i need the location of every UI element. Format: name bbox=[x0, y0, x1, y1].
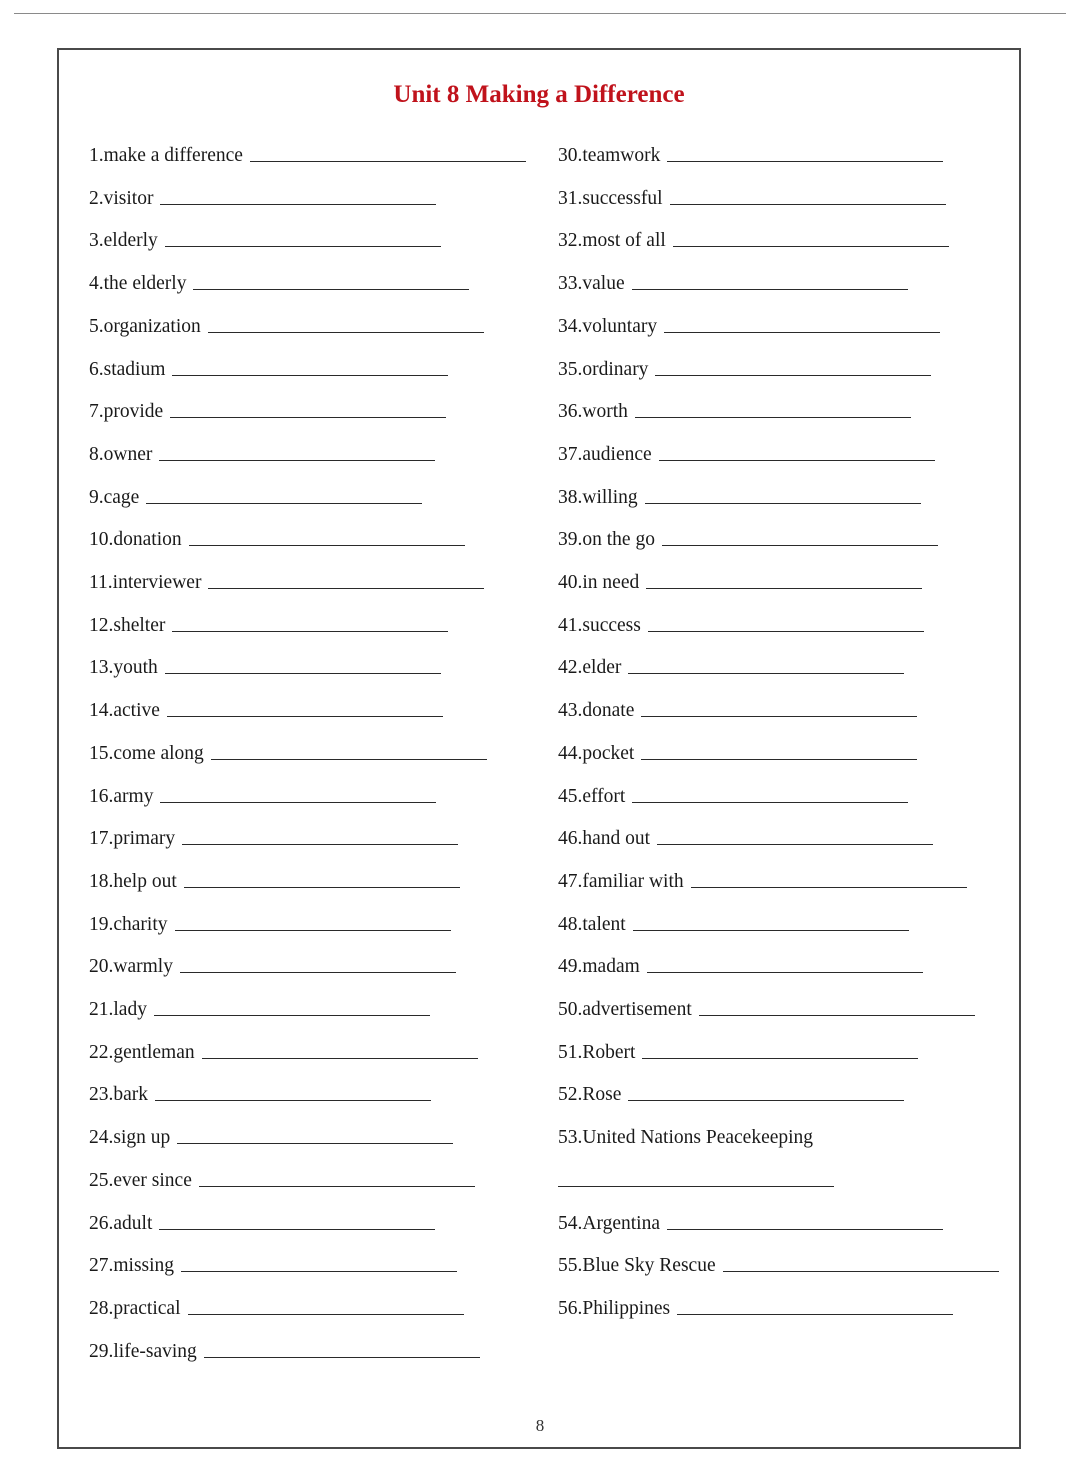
vocab-term: 44.pocket bbox=[558, 742, 635, 764]
vocab-term: 34.voluntary bbox=[558, 315, 658, 337]
vocab-item bbox=[558, 551, 922, 594]
vocab-term: 46.hand out bbox=[558, 828, 651, 850]
vocab-item bbox=[89, 893, 451, 936]
vocab-term: 3.elderly bbox=[89, 230, 158, 252]
answer-blank[interactable] bbox=[146, 503, 422, 504]
vocab-term: 52.Rose bbox=[558, 1084, 622, 1106]
answer-blank[interactable] bbox=[180, 972, 456, 973]
vocab-item bbox=[89, 252, 469, 295]
answer-blank[interactable] bbox=[202, 1058, 478, 1059]
answer-blank[interactable] bbox=[642, 1058, 918, 1059]
answer-blank[interactable] bbox=[667, 161, 943, 162]
answer-blank[interactable] bbox=[165, 673, 441, 674]
answer-blank[interactable] bbox=[165, 246, 441, 247]
vocab-term: 6.stadium bbox=[89, 358, 166, 380]
vocab-term: 16.army bbox=[89, 785, 154, 807]
answer-blank[interactable] bbox=[182, 844, 458, 845]
vocab-term: 23.bark bbox=[89, 1084, 149, 1106]
vocab-term: 17.primary bbox=[89, 828, 176, 850]
vocab-item bbox=[89, 380, 446, 423]
vocab-term: 19.charity bbox=[89, 913, 168, 935]
answer-blank[interactable] bbox=[670, 204, 946, 205]
vocab-item bbox=[558, 295, 940, 338]
vocab-item bbox=[558, 508, 938, 551]
vocab-term: 48.talent bbox=[558, 913, 626, 935]
vocab-item bbox=[558, 594, 924, 637]
vocab-term: 54.Argentina bbox=[558, 1212, 660, 1234]
vocab-item bbox=[558, 124, 943, 167]
page-number: 8 bbox=[535, 1416, 545, 1435]
vocab-item bbox=[89, 167, 436, 210]
worksheet-title: Unit 8 Making a Difference bbox=[393, 81, 685, 108]
vocab-term: 14.active bbox=[89, 700, 160, 722]
vocab-item bbox=[558, 1234, 999, 1277]
vocab-term: 50.advertisement bbox=[558, 999, 692, 1020]
answer-blank[interactable] bbox=[635, 417, 911, 418]
answer-blank[interactable] bbox=[204, 1357, 480, 1358]
answer-blank[interactable] bbox=[673, 246, 949, 247]
vocab-item bbox=[89, 636, 441, 679]
answer-blank[interactable] bbox=[159, 460, 435, 461]
vocab-item bbox=[89, 935, 456, 978]
answer-blank[interactable] bbox=[641, 716, 917, 717]
answer-blank[interactable] bbox=[250, 161, 526, 162]
vocab-item bbox=[89, 209, 441, 252]
vocab-term: 21.lady bbox=[89, 999, 147, 1020]
answer-blank[interactable] bbox=[558, 1186, 834, 1187]
vocab-item bbox=[89, 423, 435, 466]
vocab-term: 24.sign up bbox=[89, 1127, 171, 1149]
answer-blank[interactable] bbox=[181, 1271, 457, 1272]
vocab-item bbox=[558, 380, 911, 423]
answer-blank[interactable] bbox=[211, 759, 487, 760]
vocab-item bbox=[89, 807, 458, 850]
vocab-term: 7.provide bbox=[89, 401, 164, 423]
vocab-term: 27.missing bbox=[89, 1255, 175, 1277]
vocab-term: 47.familiar with bbox=[558, 870, 684, 892]
vocab-item bbox=[558, 1021, 918, 1064]
answer-blank[interactable] bbox=[177, 1143, 453, 1144]
vocab-term: 35.ordinary bbox=[558, 358, 649, 380]
vocab-item bbox=[89, 1106, 453, 1149]
vocab-term: 42.elder bbox=[558, 657, 622, 679]
vocab-item bbox=[558, 978, 975, 1021]
answer-blank[interactable] bbox=[160, 802, 436, 803]
vocab-term: 41.success bbox=[558, 614, 641, 636]
vocab-item bbox=[89, 850, 460, 893]
answer-blank[interactable] bbox=[155, 1100, 431, 1101]
vocab-term: 37.audience bbox=[558, 443, 652, 465]
answer-blank[interactable] bbox=[199, 1186, 475, 1187]
vocab-item bbox=[558, 893, 909, 936]
vocab-term: 51.Robert bbox=[558, 1041, 636, 1063]
vocab-item bbox=[558, 807, 933, 850]
answer-blank[interactable] bbox=[655, 375, 931, 376]
vocab-term: 36.worth bbox=[558, 401, 628, 423]
vocab-term: 22.gentleman bbox=[89, 1041, 195, 1063]
vocab-item bbox=[89, 765, 436, 808]
vocab-item bbox=[89, 1149, 475, 1192]
vocab-item bbox=[558, 636, 904, 679]
vocab-term: 31.successful bbox=[558, 187, 663, 209]
answer-blank[interactable] bbox=[208, 588, 484, 589]
vocab-term: 4.the elderly bbox=[89, 273, 187, 295]
vocab-term: 5.organization bbox=[89, 315, 201, 337]
answer-blank[interactable] bbox=[167, 716, 443, 717]
vocab-item bbox=[558, 1149, 834, 1192]
vocab-item bbox=[89, 594, 448, 637]
vocab-term: 18.help out bbox=[89, 870, 177, 892]
vocab-term: 49.madam bbox=[558, 956, 640, 978]
vocab-term: 8.owner bbox=[89, 443, 153, 465]
answer-blank[interactable] bbox=[172, 375, 448, 376]
vocab-item bbox=[89, 1320, 480, 1363]
vocab-item bbox=[89, 124, 526, 167]
answer-blank[interactable] bbox=[677, 1314, 953, 1315]
vocab-term: 25.ever since bbox=[89, 1169, 192, 1191]
vocab-item bbox=[89, 551, 484, 594]
top-rule bbox=[14, 13, 1066, 14]
answer-blank[interactable] bbox=[646, 588, 922, 589]
vocab-item bbox=[558, 338, 931, 381]
answer-blank[interactable] bbox=[175, 930, 451, 931]
answer-blank[interactable] bbox=[662, 545, 938, 546]
answer-blank[interactable] bbox=[667, 1229, 943, 1230]
vocab-term: 43.donate bbox=[558, 700, 635, 722]
vocab-item bbox=[89, 1192, 435, 1235]
answer-blank[interactable] bbox=[208, 332, 484, 333]
vocab-item bbox=[89, 338, 448, 381]
vocab-term: 33.value bbox=[558, 273, 625, 295]
vocab-item bbox=[89, 508, 465, 551]
answer-blank[interactable] bbox=[193, 289, 469, 290]
vocab-item bbox=[558, 722, 917, 765]
vocab-item bbox=[89, 1234, 457, 1277]
vocab-term: 29.life-saving bbox=[89, 1340, 197, 1362]
answer-blank[interactable] bbox=[633, 930, 909, 931]
vocab-term: 12.shelter bbox=[89, 614, 166, 636]
vocab-term: 2.visitor bbox=[89, 187, 154, 209]
vocab-term: 45.effort bbox=[558, 785, 626, 807]
answer-blank[interactable] bbox=[632, 289, 908, 290]
answer-blank[interactable] bbox=[699, 1015, 975, 1016]
vocab-item bbox=[89, 978, 430, 1021]
vocab-term: 20.warmly bbox=[89, 956, 173, 978]
vocab-term: 40.in need bbox=[558, 572, 640, 593]
vocab-term: 9.cage bbox=[89, 486, 140, 508]
vocab-item bbox=[558, 679, 917, 722]
vocab-item bbox=[89, 679, 443, 722]
vocab-item bbox=[558, 1192, 943, 1235]
vocab-term: 32.most of all bbox=[558, 230, 666, 252]
vocab-term: 1.make a difference bbox=[89, 145, 243, 166]
answer-blank[interactable] bbox=[628, 1100, 904, 1101]
answer-blank[interactable] bbox=[184, 887, 460, 888]
answer-blank[interactable] bbox=[170, 417, 446, 418]
answer-blank[interactable] bbox=[648, 631, 924, 632]
answer-blank[interactable] bbox=[664, 332, 940, 333]
answer-blank[interactable] bbox=[154, 1015, 430, 1016]
vocab-item bbox=[558, 252, 908, 295]
vocab-item bbox=[558, 1277, 953, 1320]
answer-blank[interactable] bbox=[632, 802, 908, 803]
answer-blank[interactable] bbox=[159, 1229, 435, 1230]
vocab-item bbox=[89, 722, 487, 765]
vocab-term: 13.youth bbox=[89, 657, 158, 679]
answer-blank[interactable] bbox=[647, 972, 923, 973]
vocab-item bbox=[558, 209, 949, 252]
vocab-term: 10.donation bbox=[89, 529, 182, 551]
vocab-term: 55.Blue Sky Rescue bbox=[558, 1255, 716, 1277]
vocab-item bbox=[558, 1063, 904, 1106]
vocab-term: 11.interviewer bbox=[89, 572, 202, 593]
vocab-item bbox=[89, 295, 484, 338]
vocab-term: 26.adult bbox=[89, 1212, 153, 1234]
vocab-item bbox=[89, 466, 422, 509]
vocab-item bbox=[558, 167, 946, 210]
answer-blank[interactable] bbox=[160, 204, 436, 205]
vocab-term: 53.United Nations Peacekeeping bbox=[558, 1127, 814, 1149]
answer-blank[interactable] bbox=[657, 844, 933, 845]
answer-blank[interactable] bbox=[645, 503, 921, 504]
vocab-item bbox=[558, 423, 935, 466]
answer-blank[interactable] bbox=[172, 631, 448, 632]
vocab-term: 38.willing bbox=[558, 486, 638, 508]
vocab-item bbox=[558, 765, 908, 808]
vocab-item bbox=[89, 1063, 431, 1106]
vocab-term: 39.on the go bbox=[558, 529, 655, 551]
vocab-item bbox=[558, 935, 923, 978]
vocab-item bbox=[89, 1021, 478, 1064]
answer-blank[interactable] bbox=[691, 887, 967, 888]
vocab-item bbox=[558, 466, 921, 509]
vocab-item bbox=[89, 1277, 464, 1320]
answer-blank[interactable] bbox=[628, 673, 904, 674]
answer-blank[interactable] bbox=[641, 759, 917, 760]
vocab-term: 56.Philippines bbox=[558, 1297, 671, 1319]
answer-blank[interactable] bbox=[659, 460, 935, 461]
vocab-item bbox=[558, 1106, 813, 1149]
answer-blank[interactable] bbox=[189, 545, 465, 546]
vocab-term: 30.teamwork bbox=[558, 145, 661, 166]
vocab-term: 15.come along bbox=[89, 742, 204, 764]
vocab-item bbox=[558, 850, 967, 893]
answer-blank[interactable] bbox=[188, 1314, 464, 1315]
vocab-term: 28.practical bbox=[89, 1297, 181, 1319]
answer-blank[interactable] bbox=[723, 1271, 999, 1272]
